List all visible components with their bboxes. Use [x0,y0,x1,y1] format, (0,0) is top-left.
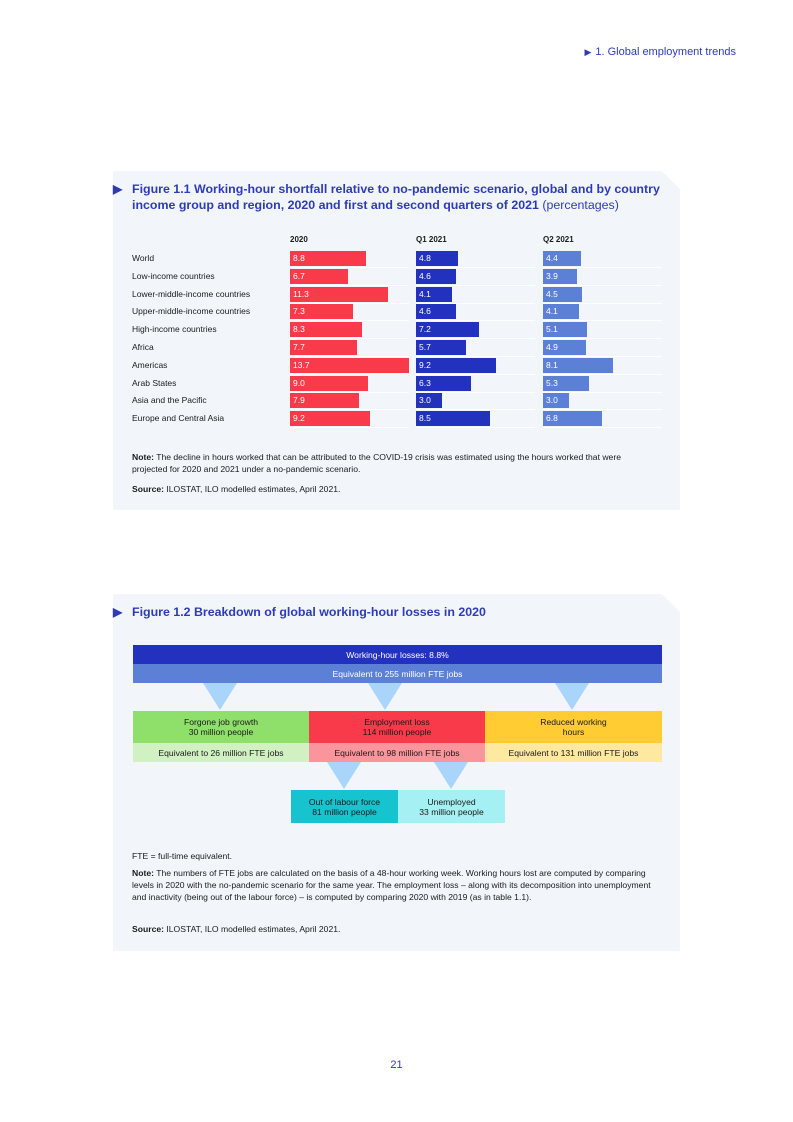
figure-1-2-note [132,867,652,903]
arrow-down-icon [434,762,468,789]
figure-label: Figure 1.2 [132,605,191,619]
figure-title-text: Working-hour shortfall relative to no-pandemic scenario, global and by country income group and region, 2020 and first and second quarters of 2021 [132,182,660,212]
category-label: Africa [132,342,154,352]
category-label: High-income countries [132,324,217,335]
bar: 5.7 [416,340,466,355]
bar-track [290,427,409,428]
note-label: Note: [132,868,154,878]
figure-1-1-title [113,181,673,213]
running-header [584,46,736,58]
arrow-down-icon [555,683,589,710]
bar: 4.8 [416,251,458,266]
note-text: The numbers of FTE jobs are calculated on the basis of a 48-hour working week. Working hours lost are computed by comparing levels in 2020 with the no-pandemic scenario for the same year. The employment loss – along with its decomposition into unemployment and inactivity (being out of the labour force) – is computed by comparing 2020 with 2019 (as in table 1.1). [132,868,651,902]
source-label: Source: [132,484,164,494]
figure-1-1-source [132,483,652,495]
bar: 8.1 [543,358,613,373]
bar: 4.1 [543,304,579,319]
bar: 4.6 [416,269,456,284]
unemployed-box: Unemployed 33 million people [398,790,505,823]
bar: 4.4 [543,251,581,266]
column-header: Q2 2021 [543,235,574,244]
category-label: Asia and the Pacific [132,395,207,406]
triangle-right-icon: ▶ [113,182,123,196]
out-of-labour-force-box: Out of labour force 81 million people [291,790,398,823]
source-text: ILOSTAT, ILO modelled estimates, April 2021. [166,484,341,494]
bar-track [416,427,535,428]
source-label: Source: [132,924,164,934]
category-label: Low-income countries [132,270,215,281]
bar: 8.5 [416,411,490,426]
bar: 9.2 [416,358,496,373]
fte-definition: FTE = full-time equivalent. [132,851,233,861]
reduced-fte-box: Equivalent to 131 million FTE jobs [485,743,662,762]
source-text: ILOSTAT, ILO modelled estimates, April 2021. [166,924,341,934]
column-header: 2020 [290,235,308,244]
bar: 6.7 [290,269,348,284]
bar: 7.9 [290,393,359,408]
bar: 5.1 [543,322,587,337]
category-label: World [132,253,155,263]
figure-1-2-title [113,604,673,620]
reduced-hours-box: Reduced working hours [485,711,662,743]
bar: 8.8 [290,251,366,266]
forgone-growth-box: Forgone job growth 30 million people [133,711,309,743]
arrow-down-icon [327,762,361,789]
bar: 6.8 [543,411,602,426]
figure-label: Figure 1.1 [132,182,191,196]
bar: 4.5 [543,287,582,302]
bar-track [543,427,662,428]
category-label: Upper-middle-income countries [132,306,251,317]
bar: 4.6 [416,304,456,319]
note-text: The decline in hours worked that can be attributed to the COVID-19 crisis was estimated using the hours worked that were projected for 2020 and 2021 under a no-pandemic scenario. [132,452,621,474]
bar: 3.0 [543,393,569,408]
figure-title-text: Breakdown of global working-hour losses in 2020 [193,605,486,619]
bar: 4.1 [416,287,452,302]
bar: 7.7 [290,340,357,355]
arrow-down-icon [368,683,402,710]
section-title: 1. Global employment trends [595,46,736,58]
figure-1-1-panel [113,171,680,510]
bar: 9.0 [290,376,368,391]
emploss-fte-box: Equivalent to 98 million FTE jobs [309,743,485,762]
note-label: Note: [132,452,154,462]
bar: 5.3 [543,376,589,391]
page-number: 21 [390,1059,403,1071]
bar: 7.2 [416,322,479,337]
bar: 11.3 [290,287,388,302]
total-losses-box: Working-hour losses: 8.8% [133,645,662,664]
bar: 9.2 [290,411,370,426]
forgone-fte-box: Equivalent to 26 million FTE jobs [133,743,309,762]
figure-1-1-note [132,451,652,475]
triangle-right-icon: ▶ [113,605,123,619]
arrow-down-icon [203,683,237,710]
category-label: Arab States [132,377,177,388]
bar: 7.3 [290,304,353,319]
bar: 8.3 [290,322,362,337]
column-header: Q1 2021 [416,235,447,244]
figure-unit: (percentages) [542,198,619,212]
bar: 3.0 [416,393,442,408]
figure-1-2-source [132,923,652,935]
figure-1-2-panel [113,594,680,951]
bar: 13.7 [290,358,409,373]
category-label: Europe and Central Asia [132,413,225,424]
triangle-right-icon: ▶ [584,47,592,57]
category-label: Lower-middle-income countries [132,288,251,299]
total-fte-box: Equivalent to 255 million FTE jobs [133,664,662,683]
category-label: Americas [132,359,168,370]
bar: 4.9 [543,340,586,355]
bar: 3.9 [543,269,577,284]
bar: 6.3 [416,376,471,391]
employment-loss-box: Employment loss 114 million people [309,711,485,743]
